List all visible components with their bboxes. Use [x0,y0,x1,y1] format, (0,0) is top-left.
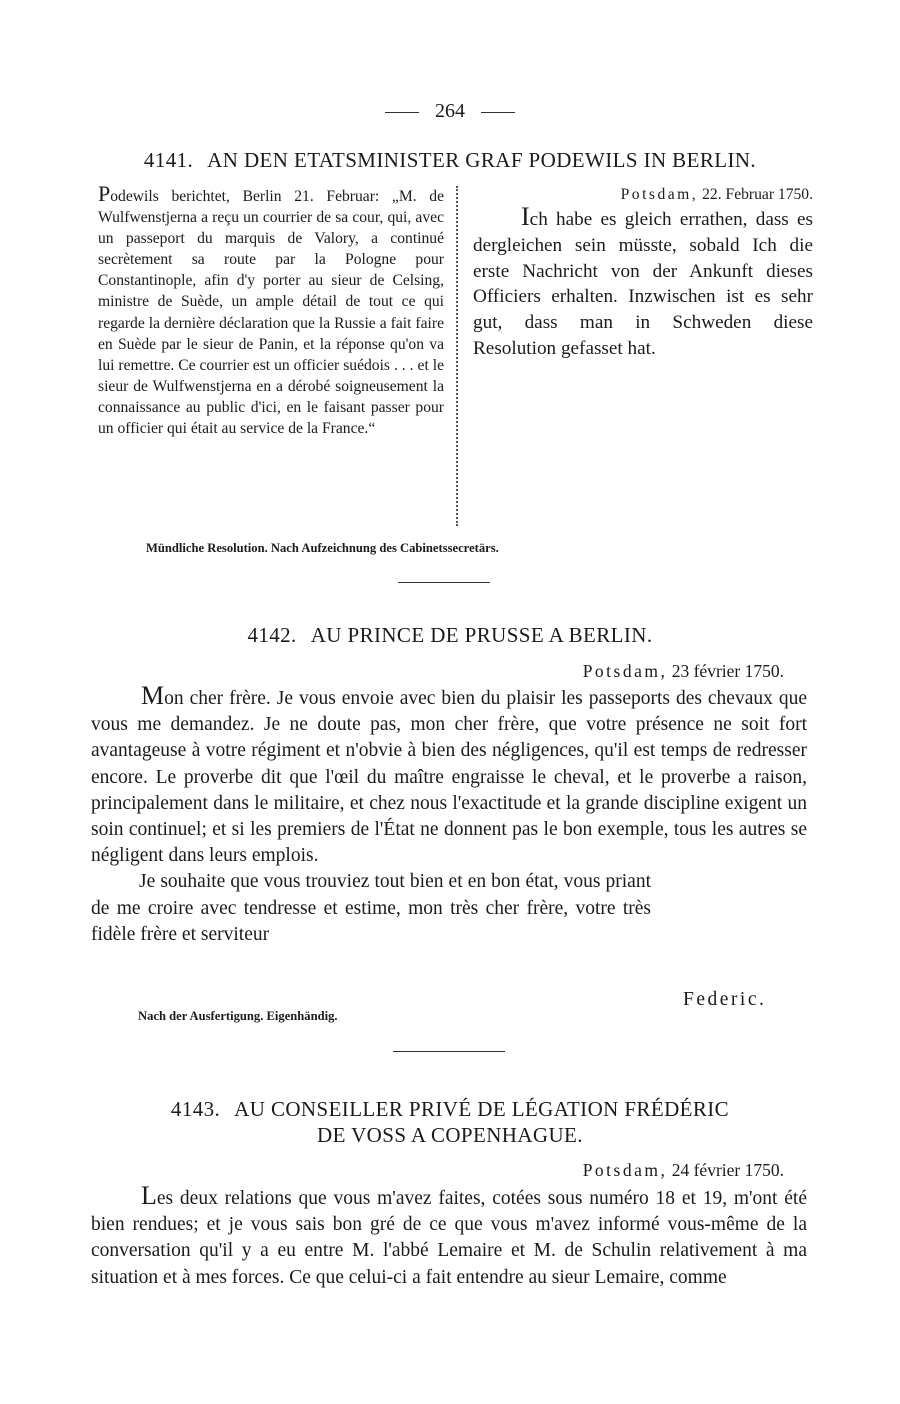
letter-4143-heading-line-1 [0,1096,900,1122]
letter-4143-dateline [440,1159,784,1181]
letter-4142-source-note: Nach der Ausfertigung. Eigenhändig. [138,1009,338,1023]
letter-4143-dropcap: L [141,1181,157,1210]
letter-4141-source-note: Mündliche Resolution. Nach Aufzeichnung des Cabinetssecretärs. [146,541,499,555]
page-number [0,99,900,123]
column-divider [456,186,458,526]
letter-4141-reply [473,184,813,362]
letter-4143-date: 24 février 1750. [671,1160,784,1180]
letter-4143-heading [0,1096,900,1148]
letter-4143-title-line-1: AU CONSEILLER PRIVÉ DE LÉGATION FRÉDÉRIC [234,1097,730,1121]
page-number-value: 264 [435,100,465,122]
letter-4141-number: 4141. [143,148,194,172]
letter-4142-paragraph-1: on cher frère. Je vous envoie avec bien du plaisir les passeports des chevaux que vous me demandez. Je ne doute pas, mon cher frère, que votre présence ne soit fort avantageuse à votre régiment et n'obvie à bien des négligences, qu'il est temps de redresser encore. Le proverbe dit que l'œil du maître engraisse le cheval, et le proverbe a raison, principalement dans le militaire, et chez nous l'exactitude et la grande discipline exigent un soin continuel; et si les premiers de l'État ne donnent pas le bon exemple, tous les autres se négligent dans leurs emplois. [91,688,807,867]
letter-4142-dateline [440,660,784,682]
letter-4142-heading [0,622,900,648]
letter-4142-body [91,681,807,948]
letter-4141-report-dropcap: P [98,181,111,206]
letter-4142-number: 4142. [247,623,297,647]
letter-4141-report-text: odewils berichtet, Berlin 21. Februar: „M. de Wulfwenstjerna a reçu un courrier de sa cour, qui, avec un passeport du marquis de Valory, a continué secrètement sa route par la Pologne pour Constantinople, afin d'y porter au sieur de Celsing, ministre de Suède, un ample détail de tout ce qui regarde la dernière déclaration que la Russie a fait faire en Suède par le sieur de Panin, et la réponse qu'on va lui remettre. Ce courrier est un officier suédois . . . et le sieur de Wulfwenstjerna en a dérobé soigneusement la connaissance au public d'ici, en le faisant passer pour un officier qui était au service de la France.“ [98,188,444,438]
letter-4142-date-place: Potsdam, [582,661,668,681]
letter-4141-date-place: Potsdam, [620,186,699,203]
letter-4142-signature: Federic. [683,989,767,1010]
letter-4143-date-place: Potsdam, [582,1160,668,1180]
letter-4143-number: 4143. [170,1097,221,1121]
page-number-rule-right [481,112,515,113]
letter-4143-title-line-2: DE VOSS A COPENHAGUE. [317,1123,583,1147]
letter-4142-paragraph-2: Je souhaite que vous trouviez tout bien et en bon état, vous priant de me croire avec tendresse et estime, mon très cher frère, votre très fidèle frère et serviteur [91,871,651,945]
letter-4141-reply-text: ch habe es gleich errathen, dass es dergleichen sein müsste, sobald Ich die erste Nachricht von der Ankunft dieses Officiers erhalten. Inzwischen ist es sehr gut, dass man in Schweden diese Resolution gefasset hat. [473,209,813,359]
letter-4142-date: 23 février 1750. [671,661,784,681]
letter-4141-date: 22. Februar 1750. [702,186,813,203]
letter-4143-paragraph-1: es deux relations que vous m'avez faites, cotées sous numéro 18 et 19, m'ont été bien rendues; et je vous sais bon gré de ce que vous m'avez informé vous-même de la conversation qu'il y a eu entre M. l'abbé Lemaire et M. de Schulin relativement à ma situation et à mes forces. Ce que celui-ci a fait entendre au sieur Lemaire, comme [91,1188,807,1288]
letter-4141-report [98,181,444,439]
separator-2 [393,1051,505,1052]
letter-4141-reply-dropcap: I [521,202,530,231]
letter-4141-heading [0,147,900,173]
page-number-rule-left [385,112,419,113]
letter-4143-body [91,1181,807,1291]
separator-1 [398,582,490,583]
letter-4142-title: AU PRINCE DE PRUSSE A BERLIN. [310,623,653,647]
letter-4141-title: AN DEN ETATSMINISTER GRAF PODEWILS IN BERLIN. [207,148,757,172]
letter-4142-dropcap: M [141,681,165,710]
